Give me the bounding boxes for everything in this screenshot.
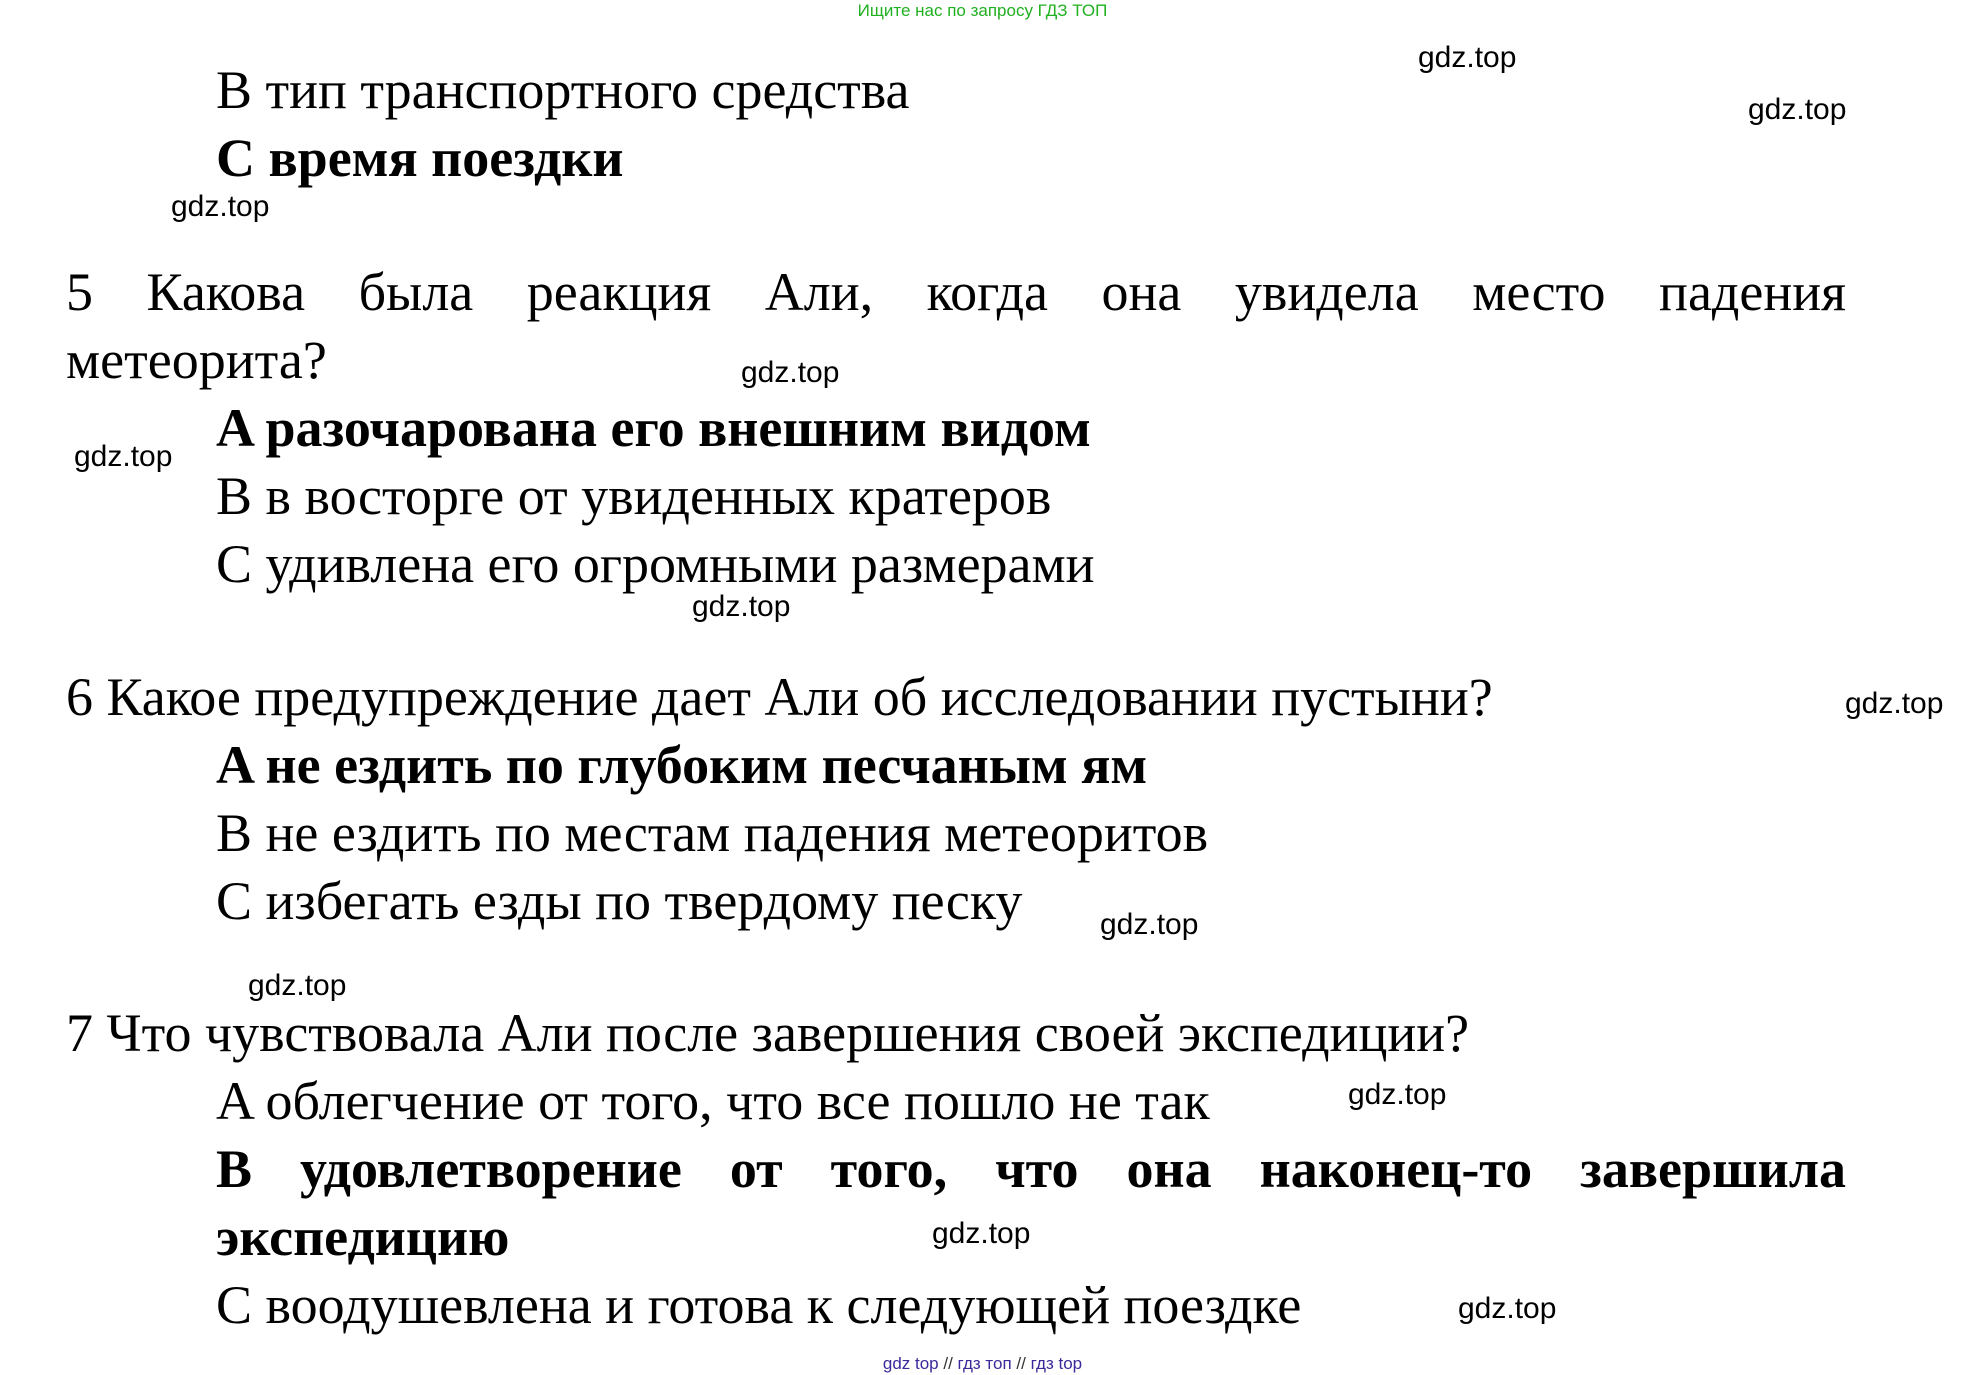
q4-option-b: B тип транспортного средства xyxy=(216,60,910,120)
watermark: gdz.top xyxy=(1748,93,1847,126)
q5-option-c: C удивлена его огромными размерами xyxy=(216,534,1095,594)
watermark: gdz.top xyxy=(1458,1292,1557,1325)
q4-option-c: C время поездки xyxy=(216,128,624,188)
q6-option-b: B не ездить по местам падения метеоритов xyxy=(216,803,1209,863)
watermark: gdz.top xyxy=(1348,1078,1447,1111)
watermark: gdz.top xyxy=(1418,41,1517,74)
q7-option-b-line2: экспедицию xyxy=(216,1207,510,1267)
q7-question: 7 Что чувствовала Али после завершения своей экспедиции? xyxy=(66,1003,1470,1063)
watermark: gdz.top xyxy=(692,590,791,623)
watermark: gdz.top xyxy=(171,190,270,223)
q7-option-c: C воодушевлена и готова к следующей поездке xyxy=(216,1275,1302,1335)
watermark: gdz.top xyxy=(932,1217,1031,1250)
footer-part1: gdz top xyxy=(882,1354,939,1373)
q5-question-line2: метеорита? xyxy=(66,330,327,390)
q5-option-b: B в восторге от увиденных кратеров xyxy=(216,466,1052,526)
q7-option-b-line1: B удовлетворение от того, что она наконец-то завершила xyxy=(216,1139,1846,1199)
top-banner: Ищите нас по запросу ГДЗ ТОП xyxy=(857,1,1108,20)
q6-option-a: A не ездить по глубоким песчаным ям xyxy=(216,735,1148,795)
q7-option-a: A облегчение от того, что все пошло не так xyxy=(216,1071,1210,1131)
watermark: gdz.top xyxy=(741,356,840,389)
footer-part3: гдз top xyxy=(1030,1354,1083,1373)
watermark: gdz.top xyxy=(1100,908,1199,941)
watermark: gdz.top xyxy=(248,969,347,1002)
watermark: gdz.top xyxy=(1845,687,1944,720)
footer-separator: // xyxy=(1016,1354,1026,1373)
q5-option-a: A разочарована его внешним видом xyxy=(216,398,1091,458)
q6-question: 6 Какое предупреждение дает Али об исследовании пустыни? xyxy=(66,667,1493,727)
q5-question-line1: 5 Какова была реакция Али, когда она увидела место падения xyxy=(66,262,1846,322)
q6-option-c: C избегать езды по твердому песку xyxy=(216,871,1023,931)
footer-part2: гдз топ xyxy=(957,1354,1012,1373)
footer-separator: // xyxy=(943,1354,953,1373)
footer xyxy=(0,1354,1965,1374)
watermark: gdz.top xyxy=(74,440,173,473)
